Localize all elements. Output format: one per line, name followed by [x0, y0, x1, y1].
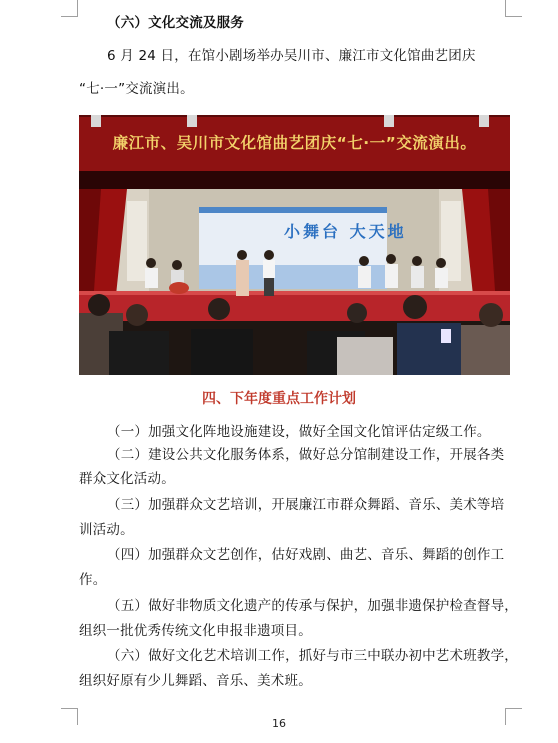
section-heading: （六）文化交流及服务	[107, 15, 244, 31]
page-number: 16	[272, 717, 286, 730]
plan-line: 组织一批优秀传统文化申报非遗项目。	[79, 623, 312, 639]
plan-line: 组织好原有少儿舞蹈、音乐、美术班。	[79, 673, 312, 689]
plan-heading: 四、下年度重点工作计划	[202, 391, 356, 407]
crop-mark-top-left	[61, 0, 78, 17]
photo-banner-text: 廉江市、吴川市文化馆曲艺团庆“七·一”交流演出。	[112, 134, 477, 152]
plan-line: （一）加强文化阵地设施建设，做好全国文化馆评估定级工作。	[107, 424, 491, 440]
paragraph-line: “七·一”交流演出。	[79, 81, 194, 97]
plan-line: （二）建设公共文化服务体系，做好总分馆制建设工作，开展各类	[107, 447, 505, 463]
plan-line: 作。	[79, 572, 107, 588]
photo-backdrop-text: 小舞台 大天地	[284, 222, 407, 241]
plan-line: （四）加强群众文艺创作，估好戏剧、曲艺、音乐、舞蹈的创作工	[107, 547, 505, 563]
performance-photo	[79, 115, 510, 375]
plan-line: （六）做好文化艺术培训工作，抓好与市三中联办初中艺术班教学，	[107, 648, 518, 664]
plan-line: （三）加强群众文艺培训，开展廉江市群众舞蹈、音乐、美术等培	[107, 497, 505, 513]
plan-line: 训活动。	[79, 522, 134, 538]
plan-line: （五）做好非物质文化遗产的传承与保护，加强非遗保护检查督导，	[107, 598, 518, 614]
paragraph-line: 6 月 24 日，在馆小剧场举办吴川市、廉江市文化馆曲艺团庆	[107, 48, 476, 64]
plan-line: 群众文化活动。	[79, 471, 175, 487]
